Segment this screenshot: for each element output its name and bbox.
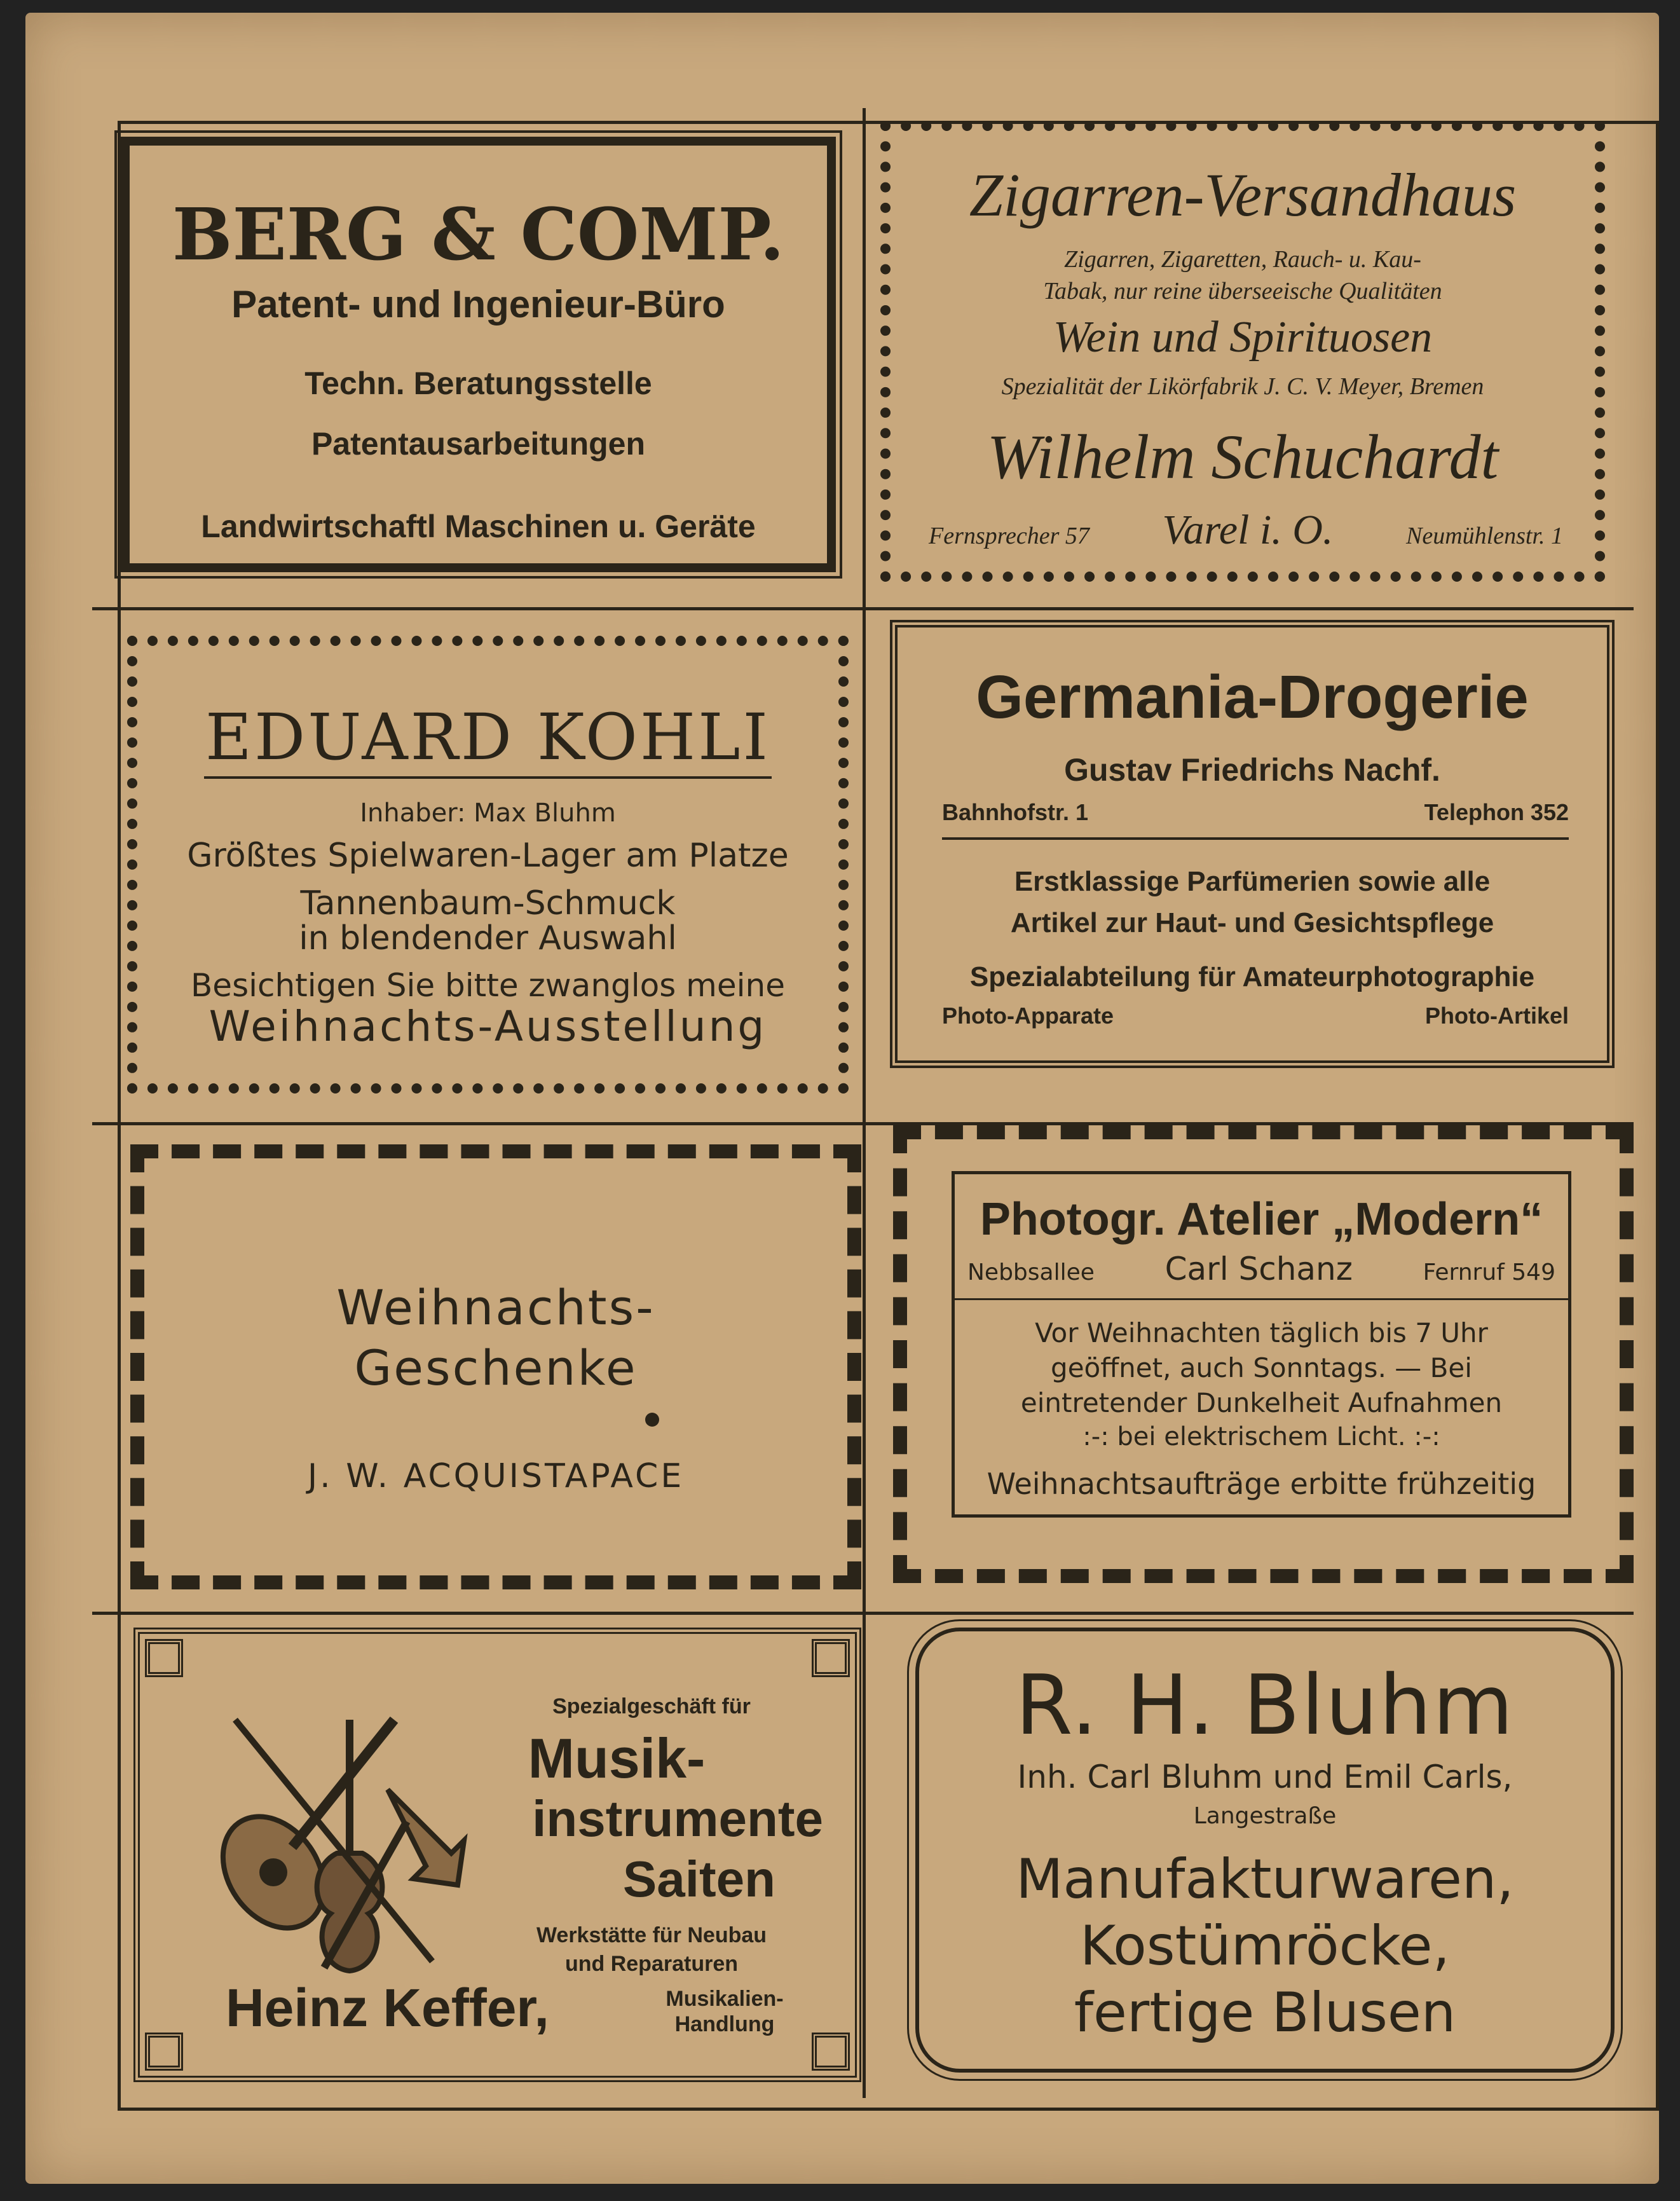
- corner-ornament: [145, 1639, 183, 1677]
- headline: Saiten: [622, 1851, 775, 1907]
- ad-line: Tannenbaum-Schmuck: [300, 884, 676, 922]
- ad-line: Weihnachtsaufträge erbitte frühzeitig: [987, 1467, 1536, 1501]
- ad-line: Erstklassige Parfümerien sowie alle: [1014, 866, 1491, 897]
- phone: Telephon 352: [1424, 799, 1569, 825]
- product: Photo-Apparate: [942, 1003, 1114, 1029]
- street: Nebbsallee: [967, 1259, 1095, 1286]
- ad-line: Wein und Spirituosen: [1053, 313, 1433, 362]
- company-name: EDUARD KOHLI: [205, 700, 770, 774]
- ad-line: Spezialgeschäft für: [552, 1694, 751, 1718]
- company-name: Photogr. Atelier „Modern“: [980, 1194, 1543, 1245]
- contact-row: [942, 799, 1569, 826]
- ad-line: Techn. Beratungsstelle: [304, 366, 652, 401]
- street: Bahnhofstr. 1: [942, 799, 1089, 825]
- ad-line: Patent- und Ingenieur-Büro: [231, 283, 725, 326]
- product: Photo-Artikel: [1424, 1003, 1569, 1029]
- ad-heinz-keffer: [133, 1628, 861, 2082]
- ad-line: eintretender Dunkelheit Aufnahmen: [1020, 1387, 1503, 1418]
- ad-line: Größtes Spielwaren-Lager am Platze: [187, 837, 789, 875]
- grid-divider: [92, 1612, 1634, 1615]
- owner: Inh. Carl Bluhm und Emil Carls,: [1017, 1759, 1513, 1795]
- ad-line: in blendender Auswahl: [299, 919, 677, 957]
- inner-box: [952, 1171, 1571, 1518]
- grid-divider: [92, 607, 1634, 610]
- contact-row: [967, 1251, 1555, 1287]
- product-row: [942, 1003, 1569, 1029]
- ad-line: Spezialabteilung für Amateurphotographie: [969, 961, 1535, 992]
- ad-line: Besichtigen Sie bitte zwanglos meine: [191, 967, 785, 1004]
- ad-line: fertige Blusen: [1074, 1981, 1456, 2045]
- ad-line: Spezialität der Likörfabrik J. C. V. Meyer, Bremen: [1001, 373, 1484, 400]
- street: Langestraße: [1193, 1803, 1337, 1829]
- corner-ornament: [812, 1639, 850, 1677]
- corner-ornament: [812, 2033, 850, 2071]
- city: Varel i. O.: [1162, 507, 1334, 553]
- company-name: R. H. Bluhm: [1015, 1657, 1515, 1753]
- ad-zigarren-versandhaus: [880, 121, 1605, 582]
- ad-line: Kostümröcke,: [1080, 1914, 1450, 1978]
- divider: [955, 1298, 1568, 1300]
- headline: instrumente: [532, 1790, 823, 1847]
- ad-germania-drogerie: [890, 620, 1615, 1068]
- ad-line: Tabak, nur reine überseeische Qualitäten: [1043, 278, 1442, 305]
- owner-name: Wilhelm Schuchardt: [987, 422, 1499, 492]
- headline: Musik-: [528, 1727, 706, 1790]
- owner: Gustav Friedrichs Nachf.: [1064, 752, 1440, 788]
- ad-line: Patentausarbeitungen: [311, 426, 646, 462]
- ad-line: :-: bei elektrischem Licht. :-:: [1082, 1422, 1440, 1451]
- headline: Geschenke: [354, 1340, 638, 1396]
- ad-line: Handlung: [674, 2012, 775, 2036]
- phone: Fernruf 549: [1423, 1259, 1555, 1286]
- company-name: Heinz Keffer,: [226, 1978, 549, 2038]
- ad-line: Artikel zur Haut- und Gesichtspflege: [1010, 907, 1494, 938]
- ornament-dot: [645, 1413, 659, 1427]
- company-title: Zigarren-Versandhaus: [969, 161, 1517, 229]
- phone: Fernsprecher 57: [929, 523, 1089, 549]
- company-name: Germania-Drogerie: [976, 663, 1529, 731]
- underline: [204, 776, 772, 779]
- company-name: J. W. ACQUISTAPACE: [307, 1457, 685, 1495]
- corner-ornament: [145, 2033, 183, 2071]
- street: Neumühlenstr. 1: [1405, 523, 1563, 549]
- ad-line: Vor Weihnachten täglich bis 7 Uhr: [1035, 1317, 1488, 1348]
- owner: Inhaber: Max Bluhm: [360, 799, 616, 828]
- ad-line: Landwirtschaftl Maschinen u. Geräte: [201, 509, 756, 544]
- company-name: BERG & COMP.: [172, 193, 785, 277]
- ad-acquistapace: [130, 1144, 861, 1589]
- ad-line: Musikalien-: [666, 1987, 784, 2011]
- ad-line: und Reparaturen: [564, 1952, 739, 1976]
- ad-line: Zigarren, Zigaretten, Rauch- u. Kau-: [1064, 246, 1421, 273]
- divider: [942, 837, 1569, 840]
- contact-row: [929, 506, 1563, 554]
- headline: Weihnachts-: [336, 1279, 655, 1336]
- ad-rh-bluhm: [915, 1628, 1615, 2073]
- ad-line: geöffnet, auch Sonntags. — Bei: [1051, 1352, 1472, 1383]
- owner: Carl Schanz: [1164, 1251, 1353, 1287]
- ad-line: Manufakturwaren,: [1016, 1848, 1514, 1911]
- ad-berg-comp: [121, 137, 836, 572]
- ad-line: Werkstätte für Neubau: [536, 1923, 767, 1947]
- ad-atelier-modern: [893, 1125, 1634, 1583]
- ad-eduard-kohli: [127, 636, 849, 1094]
- ad-line: Weihnachts-Ausstellung: [208, 1002, 767, 1051]
- grid-divider: [863, 108, 866, 2098]
